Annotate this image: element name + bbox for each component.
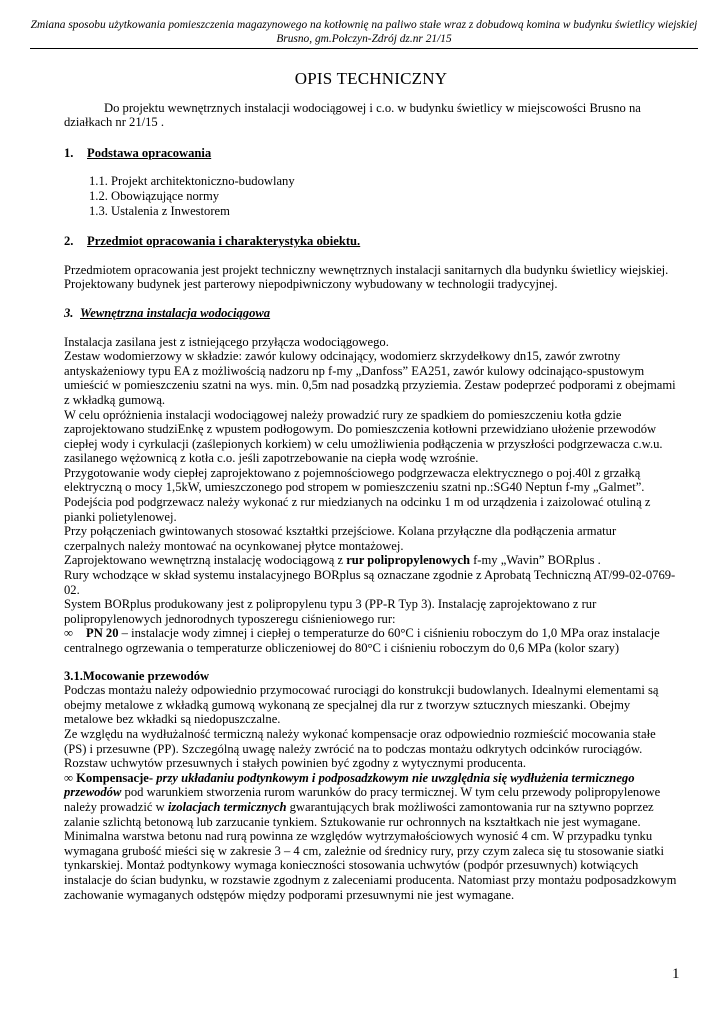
paragraph: Ze względu na wydłużalność termiczną należy wykonać kompensacje oraz odpowiednio rozmieścić mocowania stałe (PS) i przesuwne (PP). Szczególną uwagę należy zwrócić na to podczas montażu odkrytych odcinków rurociągów. Rozstaw uchwytów przesuwnych i stałych powinien być zgodny z wytycznymi producenta. bbox=[64, 726, 656, 771]
section-1-number: 1. bbox=[64, 145, 74, 160]
text-run-bold-italic: przy układaniu podtynkowym i podposadzkowym nie uwzględnia się wydłużenia termicznego przewodów bbox=[64, 770, 635, 800]
section-2-title: Przedmiot opracowania i charakterystyka obiektu. bbox=[87, 234, 361, 249]
paragraph: W celu opróżnienia instalacji wodociągowej należy prowadzić rury ze spadkiem do pomieszczeniu kotła gdzie zaprojektowano studziEnkę z wpustem podłogowym. Do pomieszczenia kotłowni przewidziano ułożenie przewodów ciepłej wody i cyrkulacji (zaślepionych korkiem) w celu umożliwienia podłączenia w przyszłości podgrzewacza c.w.u. zasilanego wężownicą z kotła c.o. jeśli zapotrzebowanie na ciepła wodę wzrośnie. bbox=[64, 407, 663, 466]
paragraph: Rury wchodzące w skład systemu instalacyjnego BORplus są oznaczane zgodnie z Aprobatą Techniczną AT/99-02-0769-02. bbox=[64, 568, 676, 597]
section-2-text: Przedmiotem opracowania jest projekt techniczny wewnętrznych instalacji sanitarnych dla budynku świetlicy wiejskiej. Projektowany budynek jest parterowy niepodpiwniczony wybudowany w technologii tradycyjnej. bbox=[64, 262, 669, 292]
text-run: Zaprojektowano wewnętrzną instalację wodociągową z bbox=[64, 553, 347, 568]
page-number: 1 bbox=[672, 966, 680, 982]
section-2-heading bbox=[64, 234, 678, 249]
section-3-number: 3. bbox=[64, 305, 74, 320]
text-run: pod warunkiem stworzenia rurom warunków do pracy termicznej. W tym celu przewody polipropylenowe należy prowadzić w bbox=[64, 785, 661, 814]
subsection-3-1-heading: 3.1.Mocowanie przewodów bbox=[64, 668, 210, 683]
header-line-1: Zmiana sposobu użytkowania pomieszczenia magazynowego na kotłownię na paliwo stałe wraz z dobudową komina w budynku świetlicy wiejskiej bbox=[30, 19, 698, 31]
bullet-symbol: ∞ bbox=[64, 770, 73, 785]
paragraph bbox=[64, 626, 678, 655]
section-2-number: 2. bbox=[64, 234, 74, 249]
text-run-bold-italic: izolacjach termicznych bbox=[167, 799, 287, 814]
document-title: OPIS TECHNICZNY bbox=[294, 69, 448, 88]
section-3-body bbox=[64, 335, 678, 656]
paragraph: Instalacja zasilana jest z istniejącego przyłącza wodociągowego. bbox=[64, 334, 389, 349]
header-line-2: Brusno, gm.Połczyn-Zdrój dz.nr 21/15 bbox=[276, 33, 452, 45]
paragraph: Przygotowanie wody ciepłej zaprojektowano z pojemnościowego podgrzewacza elektrycznego o poj.40l z grzałką elektryczną o mocy 1,5kW, umieszczonego pod stropem w pomieszczeniu szatni np.:SG40 Neptun f-my „Galmet”. Podejścia pod podgrzewacz należy wykonać z rur miedzianych na odcinku 1 m od urządzenia i zaizolować otuliną z pianki polietylenowej. bbox=[64, 465, 651, 524]
section-1-title: Podstawa opracowania bbox=[87, 145, 212, 160]
text-run-bold: PN 20 bbox=[86, 626, 119, 641]
text-run-bold: rur polipropylenowych bbox=[346, 553, 470, 568]
subsection-3-1-body bbox=[64, 683, 678, 902]
paragraph: Przy połączeniach gwintowanych stosować kształtki przejściowe. Kolana przyłączne dla podłączenia armatur czerpalnych należy montować na ocynkowanej płytce montażowej. bbox=[64, 524, 617, 553]
running-header bbox=[30, 18, 698, 49]
intro-paragraph: Do projektu wewnętrznych instalacji wodociągowej i c.o. w budynku świetlicy w miejscowości Brusno na działkach nr 21/15 . bbox=[64, 100, 641, 130]
paragraph: Zestaw wodomierzowy w składzie: zawór kulowy odcinający, wodomierz skrzydełkowy dn15, zawór zwrotny antyskażeniowy typu EA z możliwością nadzoru np f-my „Danfoss” EA251, zawór kulowy odcinająco-spustowym umieścić w pomieszczeniu szatni na wys. min. 0,5m nad posadzką przyziemia. Zestaw podeprzeć podporami z obejmami z wkładką gumową. bbox=[64, 349, 676, 407]
list-item: 1.2. Obowiązujące normy bbox=[89, 188, 220, 203]
text-run-bold: Kompensacje- bbox=[76, 770, 154, 785]
section-1-list bbox=[89, 174, 678, 218]
list-item: 1.1. Projekt architektoniczno-budowlany bbox=[89, 174, 295, 189]
text-run: gwarantujących brak możliwości zamontowania rur na sztywno poprzez zalanie szlichtą betonową lub zarzucanie tynkiem. Sztukowanie rur ochronnych na kształtkach nie jest wymagane. Minimalna warstwa betonu nad rurą powinna ze względów wytrzymałościowych wynosić 4 cm. W przypadku tynku wymagana grubość mieści się w zakresie 3 – 4 cm, zależnie od średnicy rury, przy czym zaleca się tu stosowanie siatki tynkarskiej. Montaż podtynkowy wymaga konieczności stosowania uchwytów (podpór przesuwnych) kotwiących instalacje do ścian budynku, w rozstawie zgodnym z zaleceniami producenta. Natomiast przy montażu podposadzkowym zachowanie wymaganych odstępów między podporami przesuwnymi nie jest wymagane. bbox=[64, 799, 677, 902]
paragraph bbox=[64, 553, 678, 568]
bullet-symbol: ∞ bbox=[64, 626, 73, 641]
paragraph bbox=[64, 771, 678, 902]
section-3-heading bbox=[64, 306, 678, 321]
document-page bbox=[30, 18, 698, 902]
section-1-heading bbox=[64, 146, 678, 161]
paragraph: Podczas montażu należy odpowiednio przymocować rurociągi do konstrukcji budowlanych. Idealnymi elementami są obejmy metalowe z wkładką gumową wykonaną ze specjalnej dla rur z tworzyw sztucznych mieszanki. Obejmy metalowe bez wkładki są niedopuszczalne. bbox=[64, 683, 659, 727]
list-item: 1.3. Ustalenia z Inwestorem bbox=[89, 203, 230, 218]
text-run: – instalacje wody zimnej i ciepłej o temperaturze do 60°C i ciśnieniu roboczym do 1,0 MPa oraz instalacje centralnego ogrzewania o temperaturze obliczeniowej do 80°C i ciśnieniu roboczym do 0,6 MPa (kolor szary) bbox=[64, 626, 660, 655]
paragraph: System BORplus produkowany jest z polipropylenu typu 3 (PP-R Typ 3). Instalację zaprojektowano z rur polipropylenowych jednorodnych typoszeregu ciśnieniowego rur: bbox=[64, 597, 597, 626]
text-run: f-my „Wavin” BORplus . bbox=[469, 553, 601, 568]
section-3-title: Wewnętrzna instalacja wodociągowa bbox=[80, 305, 271, 320]
